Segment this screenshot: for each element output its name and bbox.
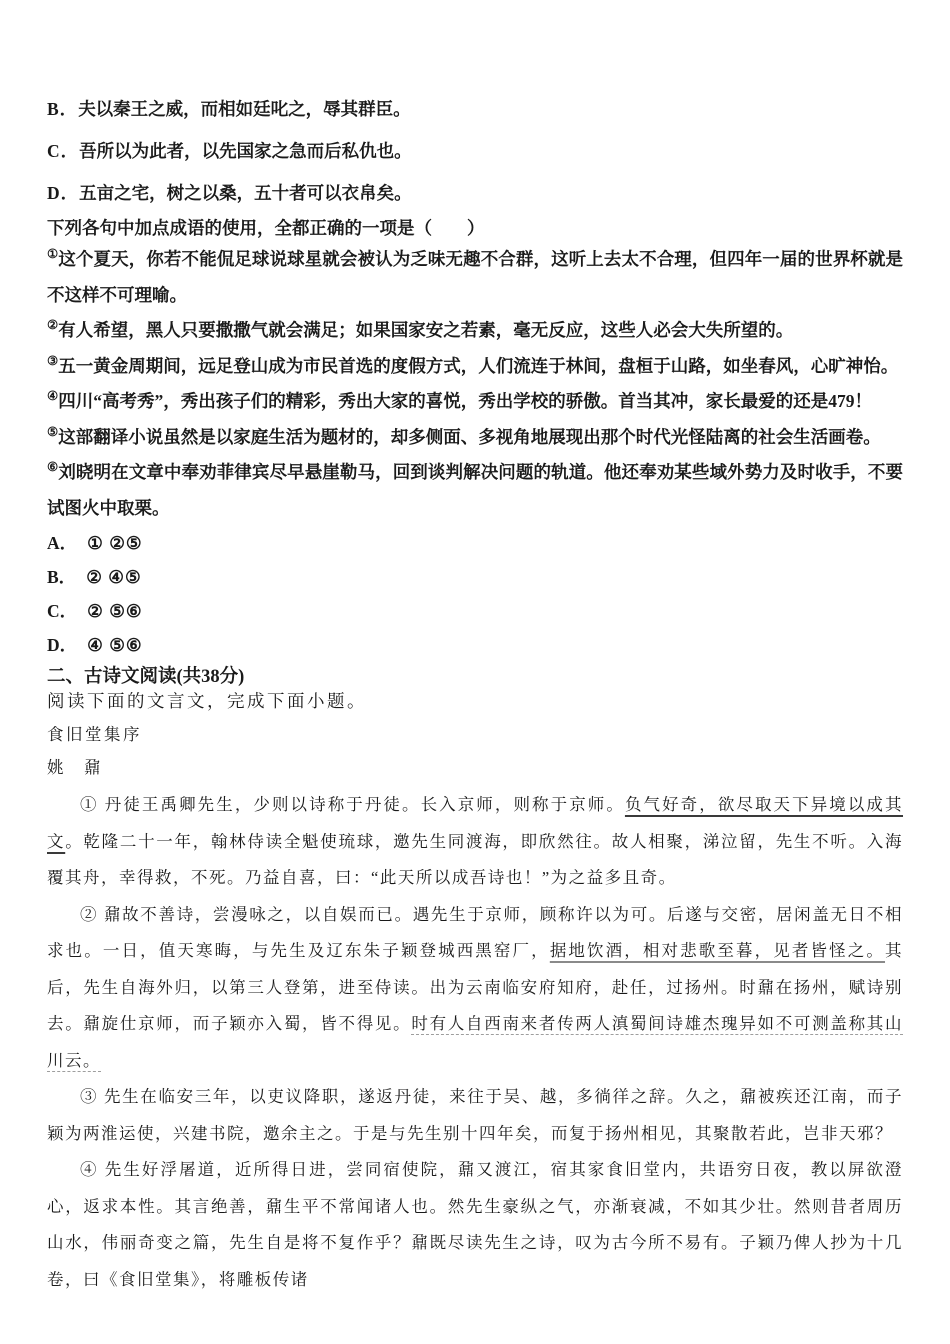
option-label: B． <box>47 99 79 119</box>
idiom-sentence-4 <box>47 384 903 420</box>
option-numbers: ② ⑤⑥ <box>87 601 143 621</box>
sentence-text: 这个夏天，你若不能侃足球说球星就会被认为乏味无趣不合群，这听上去太不合理，但四年一届的世界杯就是不这样不可理喻。 <box>47 249 903 305</box>
sentence-text: 刘晓明在文章中奉劝菲律宾尽早悬崖勒马，回到谈判解决问题的轨道。他还奉劝某些域外势力及时收手，不要试图火中取栗。 <box>47 462 903 518</box>
underlined-passage-text: 负气好奇，欲尽取天下异境以成其文 <box>47 795 904 851</box>
passage-text: ③ 先生在临安三年，以吏议降职，遂返丹徒，来往于吴、越，多徜徉之辞。久之，鼐被疾还江南，而子颖为两淮运使，兴建书院，邀余主之。于是与先生别十四年矣，而复于扬州相见，其聚散若此，岂非天邪？ <box>47 1087 903 1143</box>
sentence-text: 四川“高考秀”，秀出孩子们的精彩，秀出大家的喜悦，秀出学校的骄傲。首当其冲，家长最爱的还是479！ <box>58 391 872 411</box>
option-text: 五亩之宅，树之以桑，五十者可以衣帛矣。 <box>79 183 412 203</box>
circled-number: ⑥ <box>47 460 59 475</box>
option-label: D． <box>47 183 80 203</box>
passage-title: 食旧堂集序 <box>47 725 142 744</box>
answer-row-d <box>47 628 903 662</box>
circled-number: ③ <box>47 353 59 368</box>
option-numbers: ④ ⑤⑥ <box>87 635 143 655</box>
option-row-d <box>47 172 903 214</box>
idiom-sentence-5 <box>47 420 903 456</box>
passage-paragraph-2 <box>47 897 903 1080</box>
underlined-passage-text: 据地饮酒，相对悲歌至暮，见者皆怪之。 <box>549 941 886 960</box>
passage-text: ① 丹徒王禹卿先生，少则以诗称于丹徒。长入京师，则称于京师。 <box>80 795 625 814</box>
sentence-text: 五一黄金周期间，远足登山成为市民首选的度假方式，人们流连于林间，盘桓于山路，如坐春风，心旷神怡。 <box>58 355 899 376</box>
option-text: 吾所以为此者，以先国家之急而后私仇也。 <box>79 141 412 161</box>
option-text: 夫以秦王之威，而相如廷叱之，辱其群臣。 <box>78 99 411 119</box>
sentence-text: 有人希望，黑人只要撒撒气就会满足；如果国家安之若素，毫无反应，这些人必会大失所望的。 <box>58 320 794 340</box>
option-label: B． <box>47 567 77 587</box>
option-label: A． <box>47 533 78 553</box>
idiom-sentences-list <box>47 242 903 526</box>
passage-author: 姚 鼐 <box>47 758 103 777</box>
circled-number: ② <box>47 318 59 333</box>
passage-paragraph-3 <box>47 1079 903 1152</box>
option-row-c <box>47 130 903 172</box>
translation-options-list <box>47 88 903 214</box>
answer-row-b <box>47 560 903 594</box>
circled-number: ④ <box>47 389 59 404</box>
option-label: C． <box>47 141 80 161</box>
idiom-sentence-1 <box>47 242 903 313</box>
idiom-answer-options <box>47 526 903 662</box>
option-label: C． <box>47 601 78 621</box>
passage-text: 其后，先生自海外归，以第三人登第，进至侍读。出为云南临安府知府，赴任，过扬州。时鼐在扬州，赋诗别去。鼐旋仕京师，而子颖亦入蜀，皆不得见。 <box>47 941 904 1033</box>
idiom-sentence-3 <box>47 349 903 385</box>
classical-passage <box>47 787 903 1298</box>
answer-row-a <box>47 526 903 560</box>
sentence-text: 这部翻译小说虽然是以家庭生活为题材的，却多侧面、多视角地展现出那个时代光怪陆离的社会生活画卷。 <box>58 426 881 447</box>
circled-number: ⑤ <box>47 424 59 439</box>
idiom-question-stem: 下列各句中加点成语的使用，全都正确的一项是（ ） <box>47 218 485 238</box>
option-row-b <box>47 88 903 130</box>
option-numbers: ② ④⑤ <box>86 567 142 587</box>
option-label: D． <box>47 635 78 655</box>
passage-text: ④ 先生好浮屠道，近所得日进，尝同宿使院，鼐又渡江，宿其家食旧堂内，共语穷日夜，教以屏欲澄心，返求本性。其言绝善，鼐生平不常闻诸人也。然先生豪纵之气，亦渐衰减，不如其少壮。然则昔者周历山水，伟丽奇变之篇，先生自是将不复作乎？鼐既尽读先生之诗，叹为古今所不易有。子颖乃俾人抄为十几卷，曰《食旧堂集》，将雕板传诸 <box>47 1160 903 1289</box>
passage-text: 。乾隆二十一年，翰林侍读全魁使琉球，邀先生同渡海，即欣然往。故人相聚，涕泣留，先生不听。入海覆其舟，幸得救，不死。乃益自喜，曰：“此天所以成吾诗也！”为之益多且奇。 <box>47 831 904 887</box>
option-numbers: ① ②⑤ <box>87 533 143 553</box>
passage-paragraph-4 <box>47 1152 903 1298</box>
underlined-passage-text: 时有人自西南来者传两人滇蜀间诗雄杰瑰异如不可测盖称其山川云。 <box>47 1014 904 1070</box>
answer-row-c <box>47 594 903 628</box>
section-title: 二、古诗文阅读(共38分) <box>47 667 245 687</box>
idiom-sentence-6 <box>47 455 903 526</box>
section-instruction: 阅读下面的文言文，完成下面小题。 <box>47 691 367 711</box>
passage-paragraph-1 <box>47 787 903 897</box>
circled-number: ① <box>47 247 59 262</box>
idiom-sentence-2 <box>47 313 903 349</box>
passage-text: ② 鼐故不善诗，尝漫咏之，以自娱而已。遇先生于京师，顾称许以为可。后遂与交密，居闲盖无日不相求也。一日，值天寒晦，与先生及辽东朱子颖登城西黑窑厂， <box>47 904 903 960</box>
